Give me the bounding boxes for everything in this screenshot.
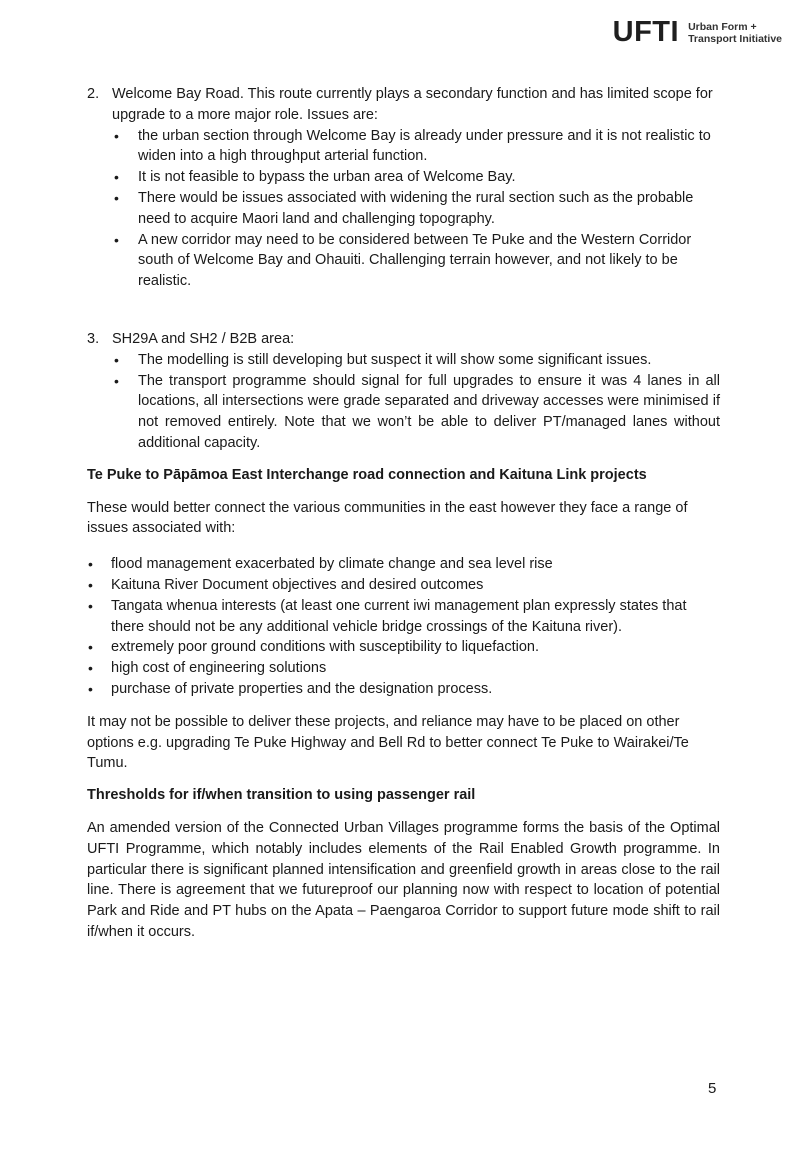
list-item: • high cost of engineering solutions: [87, 658, 720, 679]
list-item: • There would be issues associated with widening the rural section such as the probable need to acquire Maori land and challenging topography.: [112, 188, 720, 230]
list-item: • extremely poor ground conditions with susceptibility to liquefaction.: [87, 637, 720, 658]
list-item: • Kaituna River Document objectives and desired outcomes: [87, 575, 720, 596]
page-number: 5: [708, 1080, 717, 1097]
list-item: • The transport programme should signal for full upgrades to ensure it was 4 lanes in all locations, all intersections were grade separated and driveway accesses were minimised if not removed entirely. Note that we won’t be able to deliver PT/managed lanes without additional capacity.: [112, 371, 720, 454]
page-header: [613, 18, 782, 47]
numbered-item-2: [87, 84, 720, 292]
document-body: [87, 84, 720, 943]
item-number: 2.: [87, 86, 100, 102]
list-item: • It is not feasible to bypass the urban area of Welcome Bay.: [112, 167, 720, 188]
list-item: • purchase of private properties and the designation process.: [87, 679, 720, 700]
logo-subtitle: [688, 21, 782, 45]
list-item: • Tangata whenua interests (at least one current iwi management plan expressly states that there should not be any additional vehicle bridge crossings of the Kaituna river).: [87, 596, 720, 638]
item-text: Welcome Bay Road. This route currently plays a secondary function and has limited scope for upgrade to a more major role. Issues are:: [112, 86, 713, 123]
ufti-logo: UFTI: [612, 16, 680, 48]
list-item: • flood management exacerbated by climate change and sea level rise: [87, 554, 720, 575]
item-text: SH29A and SH2 / B2B area:: [112, 330, 295, 347]
item-2-bullets: [112, 126, 720, 292]
issues-list: [87, 554, 720, 700]
logo-subtitle-line1: Urban Form +: [688, 20, 757, 33]
list-item: • the urban section through Welcome Bay is already under pressure and it is not realistic to widen into a high throughput arterial function.: [112, 126, 720, 168]
section-heading: Thresholds for if/when transition to using passenger rail: [87, 787, 476, 804]
numbered-item-3: [87, 329, 720, 454]
section-heading: Te Puke to Pāpāmoa East Interchange road connection and Kaituna Link projects: [87, 466, 647, 483]
paragraph: These would better connect the various communities in the east however they face a range of issues associated with:: [87, 499, 688, 537]
logo-subtitle-line2: Transport Initiative: [688, 32, 782, 45]
item-number: 3.: [87, 330, 100, 347]
list-item: • The modelling is still developing but suspect it will show some significant issues.: [112, 350, 720, 371]
list-item: • A new corridor may need to be considered between Te Puke and the Western Corridor south of Welcome Bay and Ohauiti. Challenging terrain however, and not likely to be realistic.: [112, 230, 720, 292]
item-3-bullets: [112, 350, 720, 454]
paragraph: It may not be possible to deliver these projects, and reliance may have to be placed on other options e.g. upgrading Te Puke Highway and Bell Rd to better connect Te Puke to Wairakei/Te Tumu.: [87, 713, 689, 772]
paragraph: An amended version of the Connected Urban Villages programme forms the basis of the Optimal UFTI Programme, which notably includes elements of the Rail Enabled Growth programme. In particular there is significant planned intensification and greenfield growth in areas close to the rail line. There is agreement that we futureproof our planning now with respect to location of potential Park and Ride and PT hubs on the Apata – Paengaroa Corridor to support future mode shift to rail if/when it occurs.: [87, 819, 720, 940]
